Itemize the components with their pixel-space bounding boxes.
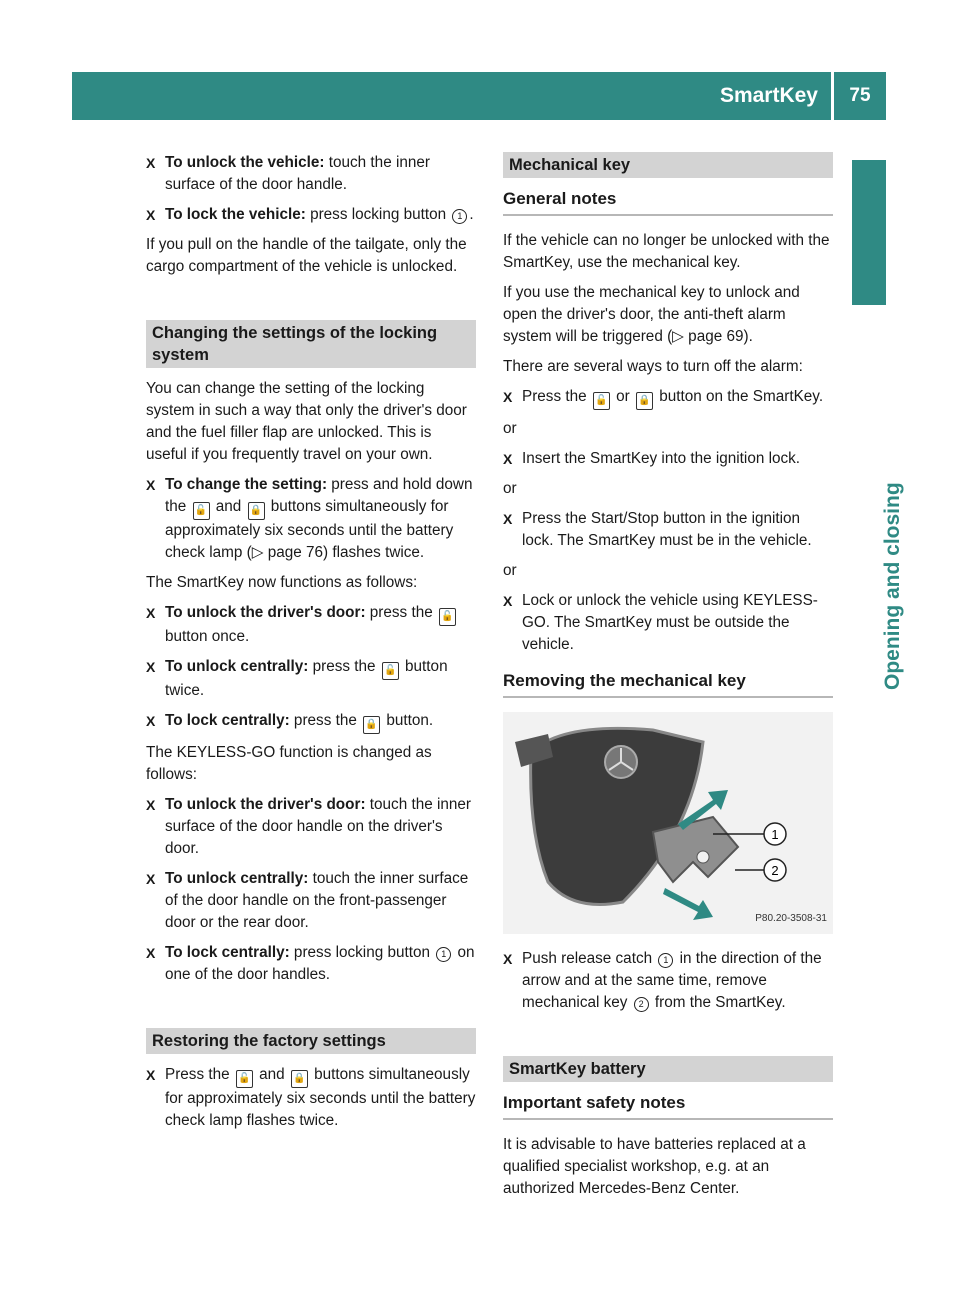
unlock-key-icon: 🔓 bbox=[439, 608, 456, 626]
lock-key-icon: 🔒 bbox=[291, 1070, 308, 1088]
callout-1-icon: 1 bbox=[436, 947, 451, 962]
instruction-step: X Push release catch 1 in the direction of the arrow and at the same time, remove mechanical key 2 from the SmartKey. bbox=[503, 948, 833, 1014]
instruction-step: X Press the Start/Stop button in the ignition lock. The SmartKey must be in the vehicle. bbox=[503, 508, 833, 552]
lock-key-icon: 🔒 bbox=[248, 502, 265, 520]
paragraph: The KEYLESS-GO function is changed as follows: bbox=[146, 744, 432, 783]
callout-2-icon: 2 bbox=[771, 863, 779, 878]
lock-key-icon: 🔒 bbox=[363, 716, 380, 734]
sub-heading: Important safety notes bbox=[503, 1092, 833, 1120]
callout-1-icon: 1 bbox=[452, 209, 467, 224]
paragraph: The SmartKey now functions as follows: bbox=[146, 574, 418, 591]
instruction-step: X Press the 🔓 or 🔒 button on the SmartKey. bbox=[503, 386, 833, 410]
unlock-key-icon: 🔓 bbox=[382, 662, 399, 680]
instruction-step: X To change the setting: press and hold down the 🔓 and 🔒 buttons simultaneously for approximately six seconds until the battery check lamp (▷ page 76) flashes twice. bbox=[146, 474, 476, 564]
instruction-step: X To lock the vehicle: press locking button 1 . bbox=[146, 204, 476, 226]
instruction-step: X Insert the SmartKey into the ignition lock. bbox=[503, 448, 833, 470]
section-heading: Mechanical key bbox=[503, 152, 833, 178]
callout-2-icon: 2 bbox=[634, 997, 649, 1012]
instruction-step: X To lock centrally: press locking button 1 on one of the door handles. bbox=[146, 942, 476, 986]
unlock-key-icon: 🔓 bbox=[593, 392, 610, 410]
paragraph: If you use the mechanical key to unlock and open the driver's door, the anti-theft alarm system will be triggered (▷ page 69). bbox=[503, 284, 800, 345]
callout-1-icon: 1 bbox=[658, 953, 673, 968]
smartkey-illustration bbox=[503, 712, 833, 934]
instruction-step: X To unlock the driver's door: touch the inner surface of the door handle on the driver's door. bbox=[146, 794, 476, 860]
sub-heading: Removing the mechanical key bbox=[503, 670, 833, 698]
side-tab bbox=[852, 160, 886, 305]
page-header bbox=[72, 72, 886, 120]
section-heading: Restoring the factory settings bbox=[146, 1028, 476, 1054]
unlock-key-icon: 🔓 bbox=[236, 1070, 253, 1088]
lock-key-icon: 🔒 bbox=[636, 392, 653, 410]
paragraph: or bbox=[503, 480, 517, 497]
sub-heading: General notes bbox=[503, 188, 833, 216]
paragraph: or bbox=[503, 420, 517, 437]
unlock-key-icon: 🔓 bbox=[193, 502, 210, 520]
side-tab-label: Opening and closing bbox=[881, 482, 904, 690]
instruction-step: X To unlock the driver's door: press the 🔓 button once. bbox=[146, 602, 476, 648]
instruction-step: X Lock or unlock the vehicle using KEYLESS-GO. The SmartKey must be outside the vehicle. bbox=[503, 590, 833, 656]
paragraph: There are several ways to turn off the alarm: bbox=[503, 358, 803, 375]
instruction-step: X To unlock centrally: touch the inner surface of the door handle on the front-passenger door or the rear door. bbox=[146, 868, 476, 934]
instruction-step: X To lock centrally: press the 🔒 button. bbox=[146, 710, 476, 734]
paragraph: or bbox=[503, 562, 517, 579]
section-heading: Changing the settings of the locking system bbox=[146, 320, 476, 368]
section-heading: SmartKey battery bbox=[503, 1056, 833, 1082]
instruction-step: X To unlock centrally: press the 🔓 button twice. bbox=[146, 656, 476, 702]
paragraph: You can change the setting of the locking system in such a way that only the driver's door and the fuel filler flap are unlocked. This is useful if you frequently travel on your own. bbox=[146, 380, 467, 463]
left-column bbox=[146, 152, 476, 1140]
smartkey-figure bbox=[503, 712, 833, 934]
figure-code: P80.20-3508-31 bbox=[755, 913, 827, 924]
chapter-title: SmartKey bbox=[719, 84, 818, 107]
paragraph: If the vehicle can no longer be unlocked with the SmartKey, use the mechanical key. bbox=[503, 232, 830, 271]
instruction-step: X To unlock the vehicle: touch the inner surface of the door handle. bbox=[146, 152, 476, 196]
paragraph: It is advisable to have batteries replaced at a qualified specialist workshop, e.g. at an authorized Mercedes-Benz Center. bbox=[503, 1136, 806, 1197]
paragraph: If you pull on the handle of the tailgate, only the cargo compartment of the vehicle is unlocked. bbox=[146, 236, 467, 275]
callout-1-icon: 1 bbox=[771, 827, 779, 842]
right-column bbox=[503, 152, 833, 1208]
page-number: 75 bbox=[849, 85, 871, 106]
instruction-step: X Press the 🔓 and 🔒 buttons simultaneously for approximately six seconds until the battery check lamp flashes twice. bbox=[146, 1064, 476, 1132]
